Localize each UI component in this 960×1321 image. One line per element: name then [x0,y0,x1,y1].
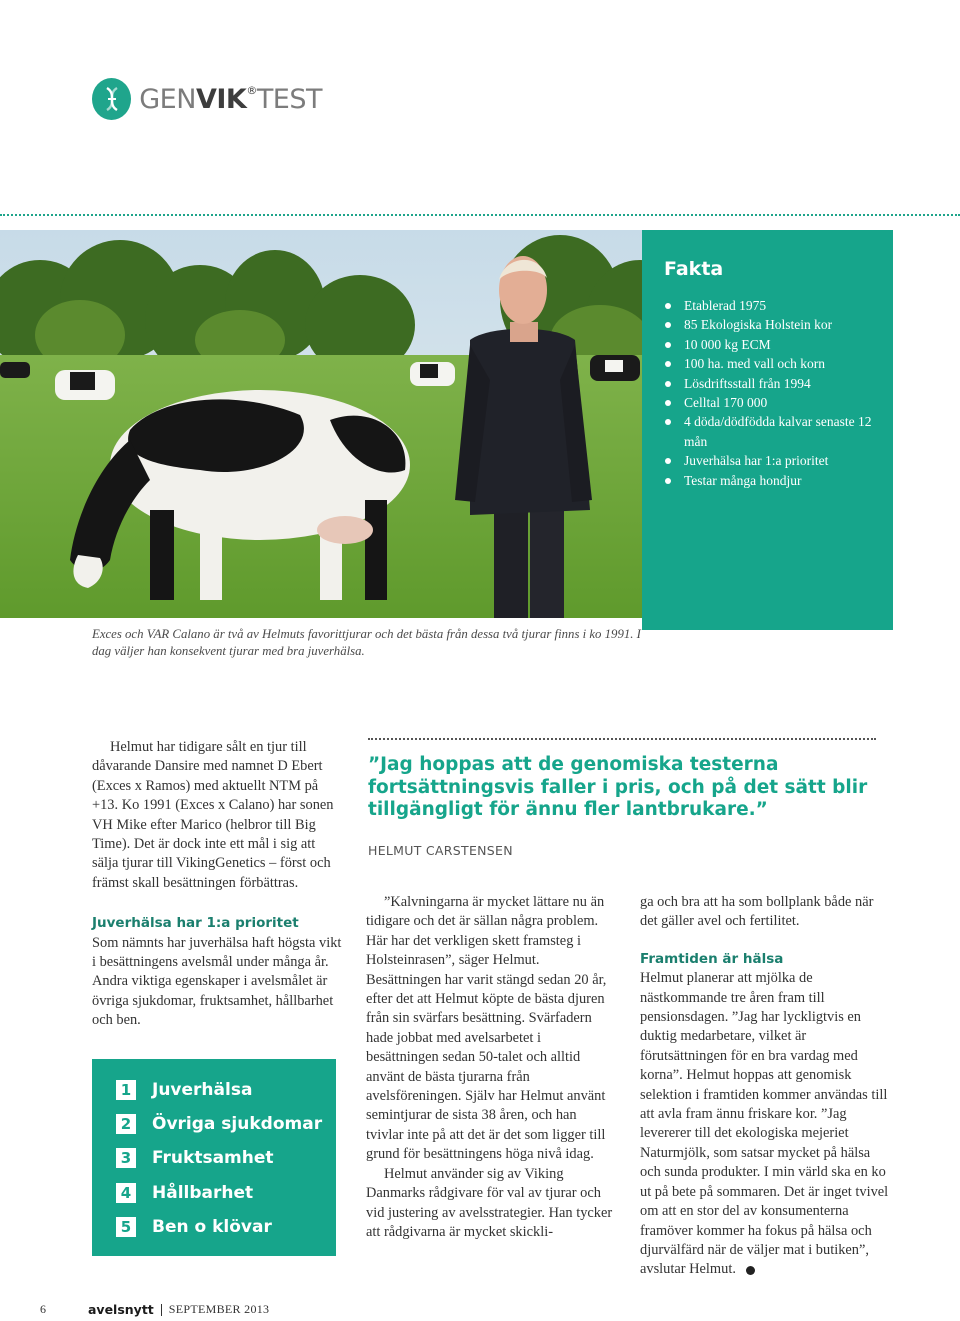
priority-item [116,1212,272,1242]
logo-wordmark: GENVIK®TEST [139,83,322,115]
priority-number: 5 [116,1217,136,1237]
priority-number: 1 [116,1080,136,1100]
fakta-item: 4 döda/dödfödda kalvar senaste 12 mån [664,412,886,451]
article-column-3 [640,893,892,1280]
end-mark-icon [746,1266,755,1275]
priority-label: Ben o klövar [152,1217,272,1237]
article-column-2 [366,893,616,1242]
fakta-item: 10 000 kg ECM [664,335,886,354]
fakta-list [664,296,886,490]
fakta-box [642,230,893,630]
pull-quote: ”Jag hoppas att de genomiska testerna fortsättningsvis faller i pris, och på det sätt blir tillgängligt för ännu fler lantbrukare.” [368,754,868,820]
priority-label: Juverhälsa [152,1080,253,1100]
page-footer [40,1302,269,1317]
fakta-item: Testar många hondjur [664,471,886,490]
fakta-item: Lösdriftsstall från 1994 [664,374,886,393]
paragraph: ”Kalvningarna är mycket lättare nu än tidigare och det är sällan några problem. Här har det verkligen skett framsteg i Holsteinrasen”, säger Helmut. Besättningen har varit stängd sedan 20 år, efter det att Helmut köpte de bästa djuren från sin svärfars besättning. Svärfadern hade jobbat med avelsarbetet i besättningen sedan 50-talet och alltid använt de bästa tjurarna från avelsföreningen. Själv har Helmut använt semintjurar de sista 38 åren, och han tvivlar inte på att det är det som ligger till grund för besättningens höga nivå idag. [366,894,607,1163]
photo-caption: Exces och VAR Calano är två av Helmuts favorittjurar och det bästa från dessa två tjurar finns i ko 1991. I dag väljer han konsekvent tjurar med bra juverhälsa. [92,627,641,658]
subheading: Juverhälsa har 1:a prioritet [92,915,299,932]
quote-author: HELMUT CARSTENSEN [368,843,513,858]
dotted-divider [0,214,960,216]
breeding-priority-box [92,1059,336,1256]
farm-photo [0,230,668,618]
paragraph: ga och bra att ha som bollplank både när det gäller avel och fertilitet. [640,894,874,930]
issue-date: SEPTEMBER 2013 [168,1302,270,1316]
footer-separator [161,1304,162,1316]
page-number: 6 [40,1302,46,1316]
fakta-item: Juverhälsa har 1:a prioritet [664,451,886,470]
subheading: Framtiden är hälsa [640,950,784,967]
priority-label: Övriga sjukdomar [152,1114,323,1134]
paragraph: Helmut planerar att mjölka de nästkommande tre åren fram till pensionsdagen. ”Jag har lyckligtvis en duktig medarbetare, vilket är förutsättningen för en bra vardag med korna”. Helmut hoppas att genomisk selektion i framtiden kommer användas till att avla fram ännu friskare kor. ”Jag levererer till det ekologiska mejeriet Naturmjölk, som satsar mycket på hälsa och sunda produkter. I min värld ska en ko ut på bete på sommaren. Det är inget tvivel om att en stor del av konsumenterna framöver kommer ha fokus på hälsa och djurvälfärd när de väljer mat i butiken”, avslutar Helmut. [640,970,889,1278]
priority-number: 4 [116,1183,136,1203]
magazine-name: avelsnytt [88,1302,154,1317]
priority-number: 3 [116,1148,136,1168]
priority-item [116,1075,252,1105]
priority-label: Hållbarhet [152,1183,254,1203]
genviktest-logo [92,76,322,122]
priority-label: Fruktsamhet [152,1148,274,1168]
paragraph: Helmut har tidigare sålt en tjur till dåvarande Dansire med namnet D Ebert (Exces x Ramos) med aktuellt NTM på +13. Ko 1991 (Exces x Calano) har sonen VH Mike efter Marico (helbror till Big Time). Det är dock inte ett mål i sig att sälja tjurar till VikingGenetics – först och främst skall besättningen förbättras. [92,739,334,891]
fakta-item: Celltal 170 000 [664,393,886,412]
fakta-item: Etablerad 1975 [664,296,886,315]
fakta-item: 85 Ekologiska Holstein kor [664,315,886,334]
dna-icon [92,78,131,120]
fakta-title: Fakta [664,258,724,280]
paragraph: Helmut använder sig av Viking Danmarks rådgivare för val av tjurar och vid justering av avelsstrategier. Han tycker att rådgivarna är mycket skickli- [366,1165,613,1240]
priority-item [116,1143,274,1173]
quote-divider [368,738,876,740]
article-column-1 [92,738,342,1031]
priority-item [116,1178,253,1208]
fakta-item: 100 ha. med vall och korn [664,354,886,373]
priority-number: 2 [116,1114,136,1134]
priority-item [116,1109,322,1139]
paragraph: Som nämnts har juverhälsa haft högsta vikt i besättningens avelsmål under många år. Andra viktiga egenskaper i avelsmålet är övriga sjukdomar, fruktsamhet, hållbarhet och ben. [92,934,342,1029]
